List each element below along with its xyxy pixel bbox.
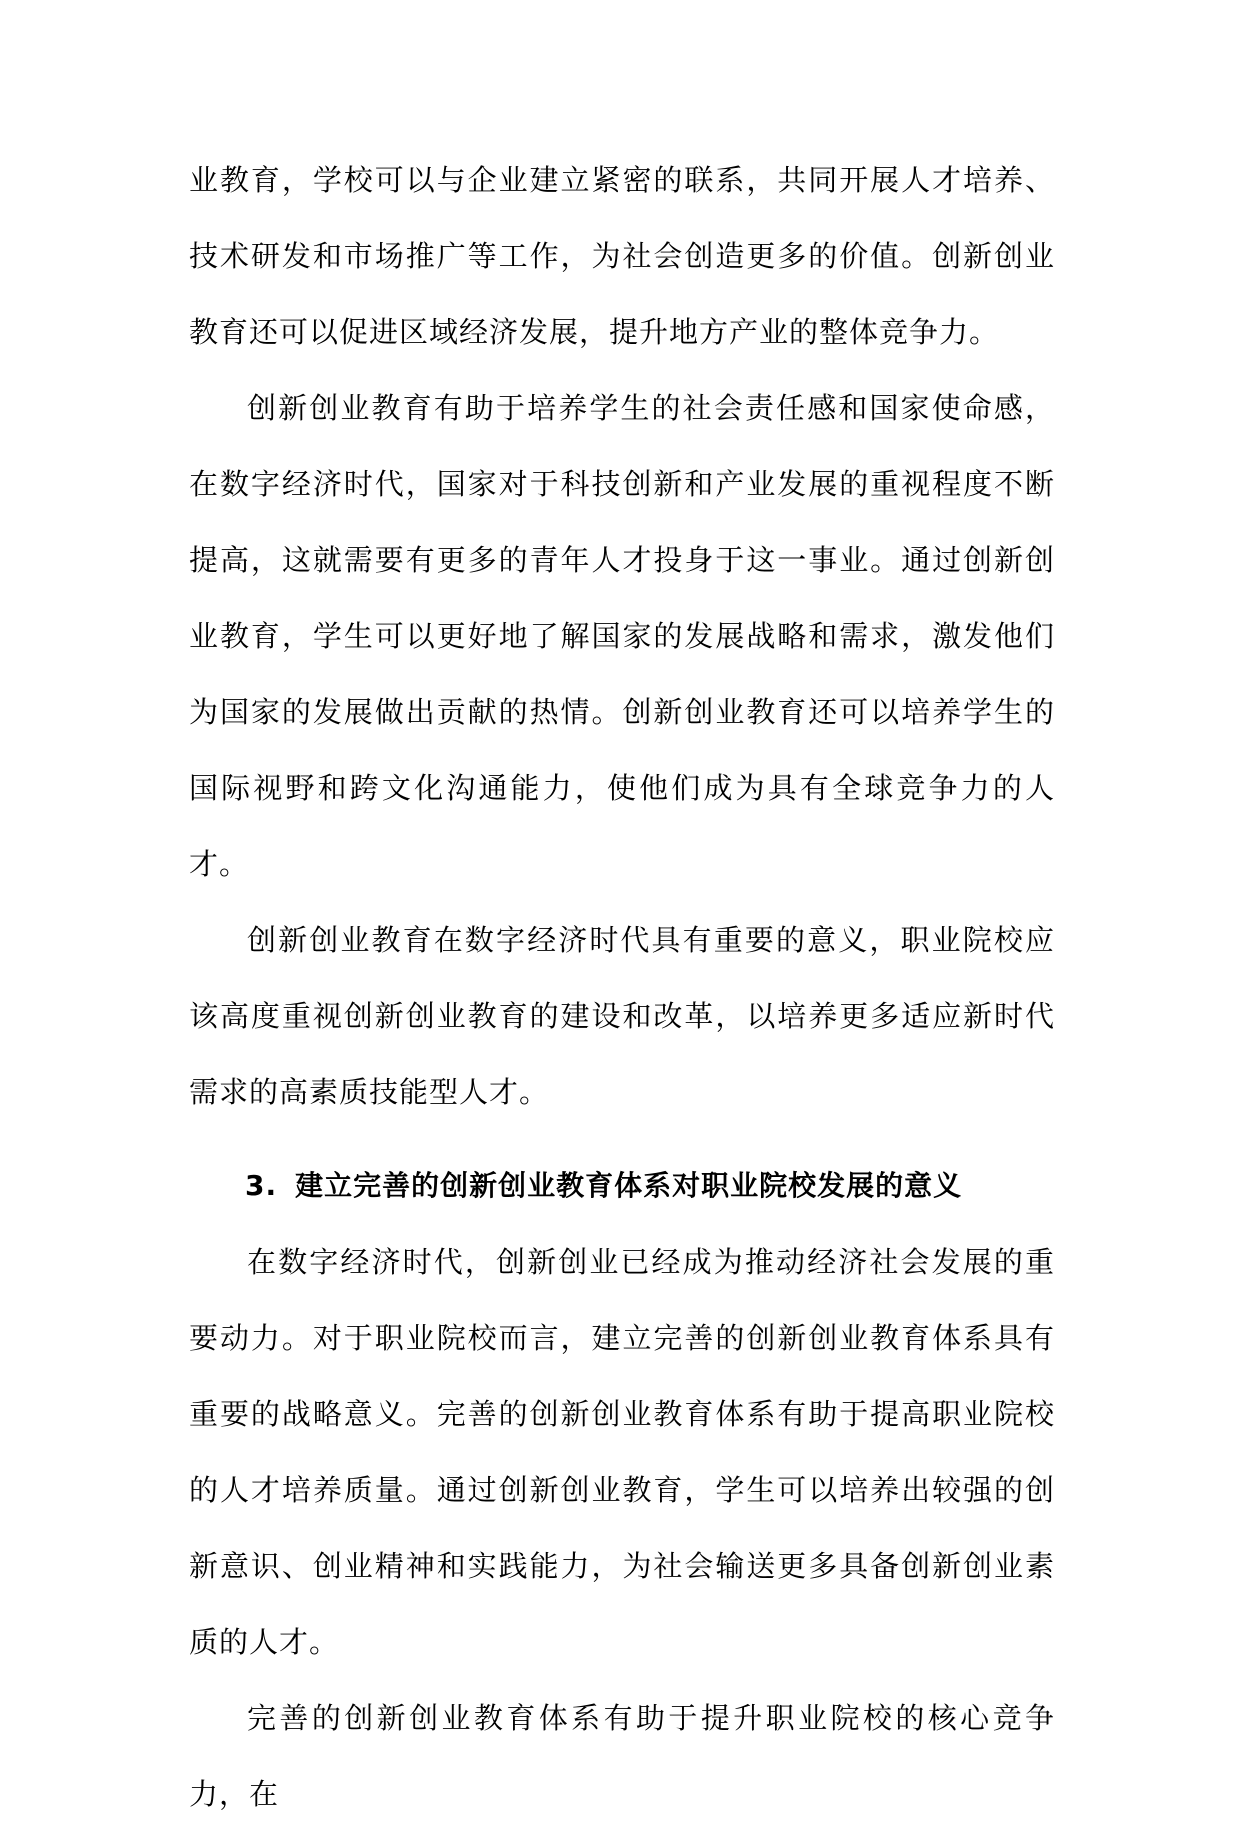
section-title: 建立完善的创新创业教育体系对职业院校发展的意义 — [295, 1169, 963, 1202]
section-heading — [189, 1148, 1055, 1224]
paragraph-continuation: 业教育，学校可以与企业建立紧密的联系，共同开展人才培养、技术研发和市场推广等工作，为社会创造更多的价值。创新创业教育还可以促进区域经济发展，提升地方产业的整体竞争力。 — [189, 163, 1055, 349]
section-number: 3. — [245, 1169, 278, 1202]
paragraph-social-responsibility: 创新创业教育有助于培养学生的社会责任感和国家使命感，在数字经济时代，国家对于科技创新和产业发展的重视程度不断提高，这就需要有更多的青年人才投身于这一事业。通过创新创业教育，学生可以更好地了解国家的发展战略和需求，激发他们为国家的发展做出贡献的热情。创新创业教育还可以培养学生的国际视野和跨文化沟通能力，使他们成为具有全球竞争力的人才。 — [189, 391, 1055, 881]
paragraph-education-system: 在数字经济时代，创新创业已经成为推动经济社会发展的重要动力。对于职业院校而言，建立完善的创新创业教育体系具有重要的战略意义。完善的创新创业教育体系有助于提高职业院校的人才培养质量。通过创新创业教育，学生可以培养出较强的创新意识、创业精神和实践能力，为社会输送更多具备创新创业素质的人才。 — [189, 1245, 1055, 1659]
paragraph-significance-summary: 创新创业教育在数字经济时代具有重要的意义，职业院校应该高度重视创新创业教育的建设和改革，以培养更多适应新时代需求的高素质技能型人才。 — [189, 923, 1055, 1109]
paragraph-core-competitiveness: 完善的创新创业教育体系有助于提升职业院校的核心竞争力，在 — [189, 1701, 1055, 1811]
document-body — [189, 142, 1055, 1832]
